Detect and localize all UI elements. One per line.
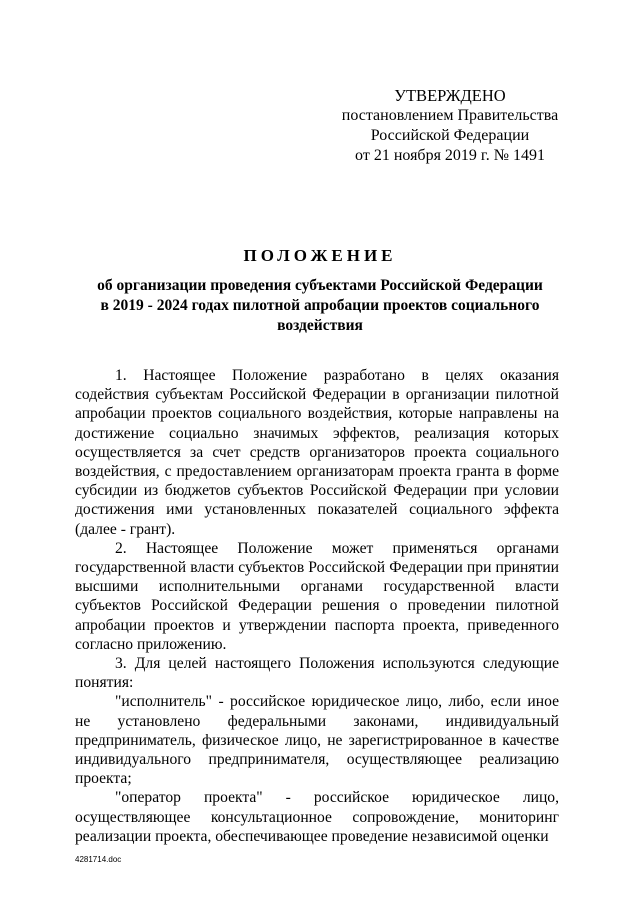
document-body bbox=[75, 366, 559, 846]
paragraph-3: 3. Для целей настоящего Положения используются следующие понятия: bbox=[75, 655, 559, 692]
footer-doc-code: 4281714.doc bbox=[75, 855, 122, 864]
document-title: ПОЛОЖЕНИЕ bbox=[243, 246, 397, 265]
document-subtitle-line-3: воздействия bbox=[277, 317, 363, 334]
document-subtitle-line-2: в 2019 - 2024 годах пилотной апробации проектов социального bbox=[100, 297, 540, 314]
document-title-block bbox=[60, 246, 580, 336]
paragraph-1: 1. Настоящее Положение разработано в целях оказания содействия субъектам Российской Федерации в организации пилотной апробации проектов социального воздействия, которые направлены на достижение социально значимых эффектов, реализация которых осуществляется за счет средств организаторов проекта социального воздействия, с предоставлением организаторам проекта гранта в форме субсидии из бюджетов субъектов Российской Федерации при условии достижения ими установленных показателей социального эффекта (далее - грант). bbox=[75, 367, 559, 538]
paragraph-definition-executor: "исполнитель" - российское юридическое лицо, либо, если иное не установлено федеральными законами, индивидуальный предприниматель, физическое лицо, не зарегистрированное в качестве индивидуального предпринимателя, осуществляющее реализацию проекта; bbox=[75, 693, 559, 788]
approval-stamp bbox=[330, 86, 570, 166]
paragraph-definition-operator: "оператор проекта" - российское юридическое лицо, осуществляющее консультационное сопровождение, мониторинг реализации проекта, обеспечивающее проведение независимой оценки bbox=[75, 789, 559, 845]
approval-heading: УТВЕРЖДЕНО bbox=[394, 86, 506, 105]
document-subtitle-line-1: об организации проведения субъектами Российской Федерации bbox=[97, 277, 543, 294]
approval-line-1: постановлением Правительства bbox=[341, 107, 559, 124]
approval-line-2: Российской Федерации bbox=[370, 127, 530, 144]
paragraph-2: 2. Настоящее Положение может применяться органами государственной власти субъектов Российской Федерации при принятии высшими исполнительными органами государственной власти субъектов Российской Федерации решения о проведении пилотной апробации проектов и утверждении паспорта проекта, приведенного согласно приложению. bbox=[75, 539, 559, 653]
approval-line-3: от 21 ноября 2019 г. № 1491 bbox=[355, 147, 545, 164]
